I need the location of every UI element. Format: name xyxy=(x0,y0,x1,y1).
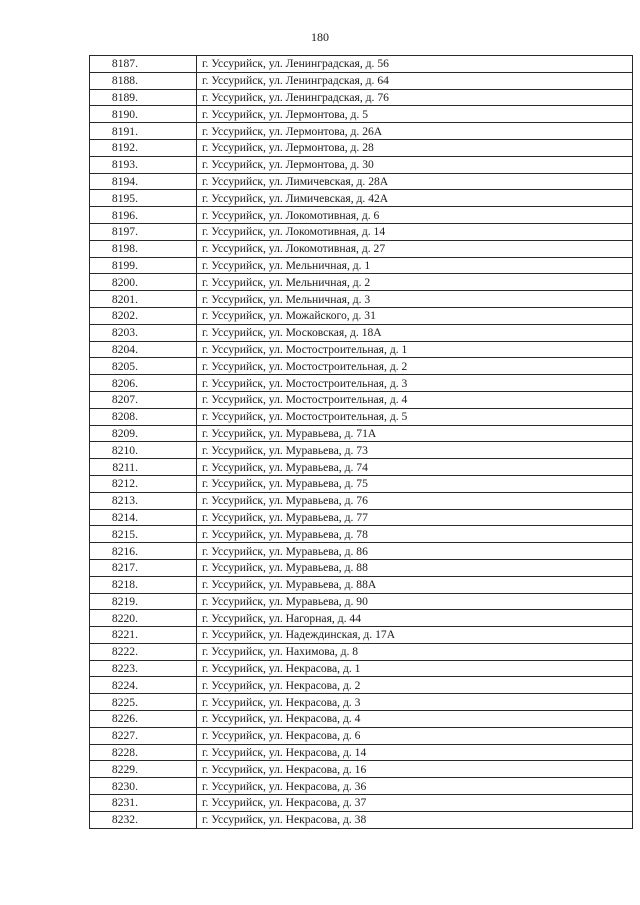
table-row xyxy=(90,627,633,644)
row-address: г. Уссурийск, ул. Мельничная, д. 3 xyxy=(197,291,633,308)
row-number: 8226. xyxy=(90,711,197,728)
table-row xyxy=(90,358,633,375)
row-number: 8229. xyxy=(90,761,197,778)
row-address: г. Уссурийск, ул. Лермонтова, д. 5 xyxy=(197,106,633,123)
table-row xyxy=(90,543,633,560)
row-number: 8215. xyxy=(90,526,197,543)
row-number: 8210. xyxy=(90,442,197,459)
table-row xyxy=(90,106,633,123)
row-address: г. Уссурийск, ул. Мостостроительная, д. 1 xyxy=(197,341,633,358)
table-row xyxy=(90,156,633,173)
row-address: г. Уссурийск, ул. Муравьева, д. 86 xyxy=(197,543,633,560)
row-address: г. Уссурийск, ул. Ленинградская, д. 76 xyxy=(197,89,633,106)
row-number: 8191. xyxy=(90,123,197,140)
table-row xyxy=(90,576,633,593)
row-address: г. Уссурийск, ул. Надеждинская, д. 17А xyxy=(197,627,633,644)
row-number: 8221. xyxy=(90,627,197,644)
row-address: г. Уссурийск, ул. Муравьева, д. 74 xyxy=(197,459,633,476)
row-number: 8227. xyxy=(90,727,197,744)
row-number: 8207. xyxy=(90,391,197,408)
row-number: 8223. xyxy=(90,660,197,677)
table-row xyxy=(90,526,633,543)
row-address: г. Уссурийск, ул. Нагорная, д. 44 xyxy=(197,610,633,627)
row-number: 8198. xyxy=(90,240,197,257)
table-row xyxy=(90,761,633,778)
row-number: 8201. xyxy=(90,291,197,308)
address-table-body xyxy=(90,56,633,829)
row-number: 8197. xyxy=(90,223,197,240)
table-row xyxy=(90,324,633,341)
row-address: г. Уссурийск, ул. Муравьева, д. 88 xyxy=(197,559,633,576)
row-address: г. Уссурийск, ул. Лермонтова, д. 30 xyxy=(197,156,633,173)
row-address: г. Уссурийск, ул. Локомотивная, д. 14 xyxy=(197,223,633,240)
table-row xyxy=(90,509,633,526)
row-number: 8205. xyxy=(90,358,197,375)
row-number: 8224. xyxy=(90,677,197,694)
table-row xyxy=(90,459,633,476)
row-address: г. Уссурийск, ул. Мельничная, д. 1 xyxy=(197,257,633,274)
table-row xyxy=(90,425,633,442)
row-number: 8194. xyxy=(90,173,197,190)
row-address: г. Уссурийск, ул. Некрасова, д. 14 xyxy=(197,744,633,761)
row-address: г. Уссурийск, ул. Лимичевская, д. 42А xyxy=(197,190,633,207)
table-row xyxy=(90,694,633,711)
table-row xyxy=(90,475,633,492)
row-number: 8216. xyxy=(90,543,197,560)
row-number: 8192. xyxy=(90,139,197,156)
row-address: г. Уссурийск, ул. Муравьева, д. 73 xyxy=(197,442,633,459)
row-number: 8199. xyxy=(90,257,197,274)
table-row xyxy=(90,123,633,140)
row-address: г. Уссурийск, ул. Муравьева, д. 76 xyxy=(197,492,633,509)
table-row xyxy=(90,559,633,576)
row-address: г. Уссурийск, ул. Мостостроительная, д. 3 xyxy=(197,375,633,392)
row-address: г. Уссурийск, ул. Некрасова, д. 16 xyxy=(197,761,633,778)
table-row xyxy=(90,89,633,106)
row-address: г. Уссурийск, ул. Московская, д. 18А xyxy=(197,324,633,341)
row-address: г. Уссурийск, ул. Муравьева, д. 75 xyxy=(197,475,633,492)
page-number: 180 xyxy=(311,30,329,44)
table-row xyxy=(90,173,633,190)
row-address: г. Уссурийск, ул. Некрасова, д. 36 xyxy=(197,778,633,795)
row-address: г. Уссурийск, ул. Лермонтова, д. 26А xyxy=(197,123,633,140)
table-row xyxy=(90,492,633,509)
row-address: г. Уссурийск, ул. Муравьева, д. 77 xyxy=(197,509,633,526)
row-address: г. Уссурийск, ул. Некрасова, д. 1 xyxy=(197,660,633,677)
table-row xyxy=(90,307,633,324)
table-row xyxy=(90,56,633,73)
row-number: 8231. xyxy=(90,795,197,812)
table-row xyxy=(90,744,633,761)
row-number: 8228. xyxy=(90,744,197,761)
row-address: г. Уссурийск, ул. Муравьева, д. 90 xyxy=(197,593,633,610)
row-address: г. Уссурийск, ул. Некрасова, д. 6 xyxy=(197,727,633,744)
row-number: 8213. xyxy=(90,492,197,509)
table-row xyxy=(90,190,633,207)
table-row xyxy=(90,139,633,156)
table-row xyxy=(90,677,633,694)
address-table xyxy=(89,55,633,829)
table-row xyxy=(90,660,633,677)
row-address: г. Уссурийск, ул. Мостостроительная, д. 2 xyxy=(197,358,633,375)
row-number: 8196. xyxy=(90,207,197,224)
table-row xyxy=(90,711,633,728)
row-address: г. Уссурийск, ул. Некрасова, д. 3 xyxy=(197,694,633,711)
row-address: г. Уссурийск, ул. Лимичевская, д. 28А xyxy=(197,173,633,190)
row-number: 8193. xyxy=(90,156,197,173)
table-row xyxy=(90,375,633,392)
row-number: 8187. xyxy=(90,56,197,73)
table-row xyxy=(90,795,633,812)
table-row xyxy=(90,240,633,257)
table-row xyxy=(90,257,633,274)
table-row xyxy=(90,72,633,89)
row-address: г. Уссурийск, ул. Некрасова, д. 37 xyxy=(197,795,633,812)
row-address: г. Уссурийск, ул. Лермонтова, д. 28 xyxy=(197,139,633,156)
table-row xyxy=(90,643,633,660)
row-address: г. Уссурийск, ул. Нахимова, д. 8 xyxy=(197,643,633,660)
row-address: г. Уссурийск, ул. Муравьева, д. 88А xyxy=(197,576,633,593)
row-address: г. Уссурийск, ул. Некрасова, д. 38 xyxy=(197,811,633,828)
row-address: г. Уссурийск, ул. Локомотивная, д. 6 xyxy=(197,207,633,224)
row-number: 8204. xyxy=(90,341,197,358)
row-address: г. Уссурийск, ул. Мостостроительная, д. 5 xyxy=(197,408,633,425)
table-row xyxy=(90,593,633,610)
table-row xyxy=(90,727,633,744)
table-row xyxy=(90,341,633,358)
row-address: г. Уссурийск, ул. Можайского, д. 31 xyxy=(197,307,633,324)
row-number: 8225. xyxy=(90,694,197,711)
row-address: г. Уссурийск, ул. Муравьева, д. 71А xyxy=(197,425,633,442)
row-address: г. Уссурийск, ул. Локомотивная, д. 27 xyxy=(197,240,633,257)
row-address: г. Уссурийск, ул. Муравьева, д. 78 xyxy=(197,526,633,543)
row-number: 8209. xyxy=(90,425,197,442)
row-number: 8217. xyxy=(90,559,197,576)
table-row xyxy=(90,408,633,425)
row-number: 8211. xyxy=(90,459,197,476)
row-number: 8212. xyxy=(90,475,197,492)
row-number: 8203. xyxy=(90,324,197,341)
table-row xyxy=(90,223,633,240)
row-address: г. Уссурийск, ул. Мостостроительная, д. 4 xyxy=(197,391,633,408)
table-row xyxy=(90,442,633,459)
row-address: г. Уссурийск, ул. Ленинградская, д. 64 xyxy=(197,72,633,89)
row-number: 8200. xyxy=(90,274,197,291)
row-number: 8230. xyxy=(90,778,197,795)
row-number: 8222. xyxy=(90,643,197,660)
table-row xyxy=(90,291,633,308)
row-number: 8218. xyxy=(90,576,197,593)
row-number: 8202. xyxy=(90,307,197,324)
row-number: 8188. xyxy=(90,72,197,89)
table-row xyxy=(90,778,633,795)
row-number: 8214. xyxy=(90,509,197,526)
row-address: г. Уссурийск, ул. Некрасова, д. 4 xyxy=(197,711,633,728)
row-number: 8190. xyxy=(90,106,197,123)
table-row xyxy=(90,207,633,224)
row-number: 8220. xyxy=(90,610,197,627)
table-row xyxy=(90,391,633,408)
row-number: 8195. xyxy=(90,190,197,207)
row-number: 8232. xyxy=(90,811,197,828)
row-address: г. Уссурийск, ул. Некрасова, д. 2 xyxy=(197,677,633,694)
row-number: 8189. xyxy=(90,89,197,106)
row-address: г. Уссурийск, ул. Ленинградская, д. 56 xyxy=(197,56,633,73)
row-number: 8208. xyxy=(90,408,197,425)
table-row xyxy=(90,811,633,828)
row-number: 8219. xyxy=(90,593,197,610)
row-address: г. Уссурийск, ул. Мельничная, д. 2 xyxy=(197,274,633,291)
table-row xyxy=(90,274,633,291)
table-row xyxy=(90,610,633,627)
row-number: 8206. xyxy=(90,375,197,392)
